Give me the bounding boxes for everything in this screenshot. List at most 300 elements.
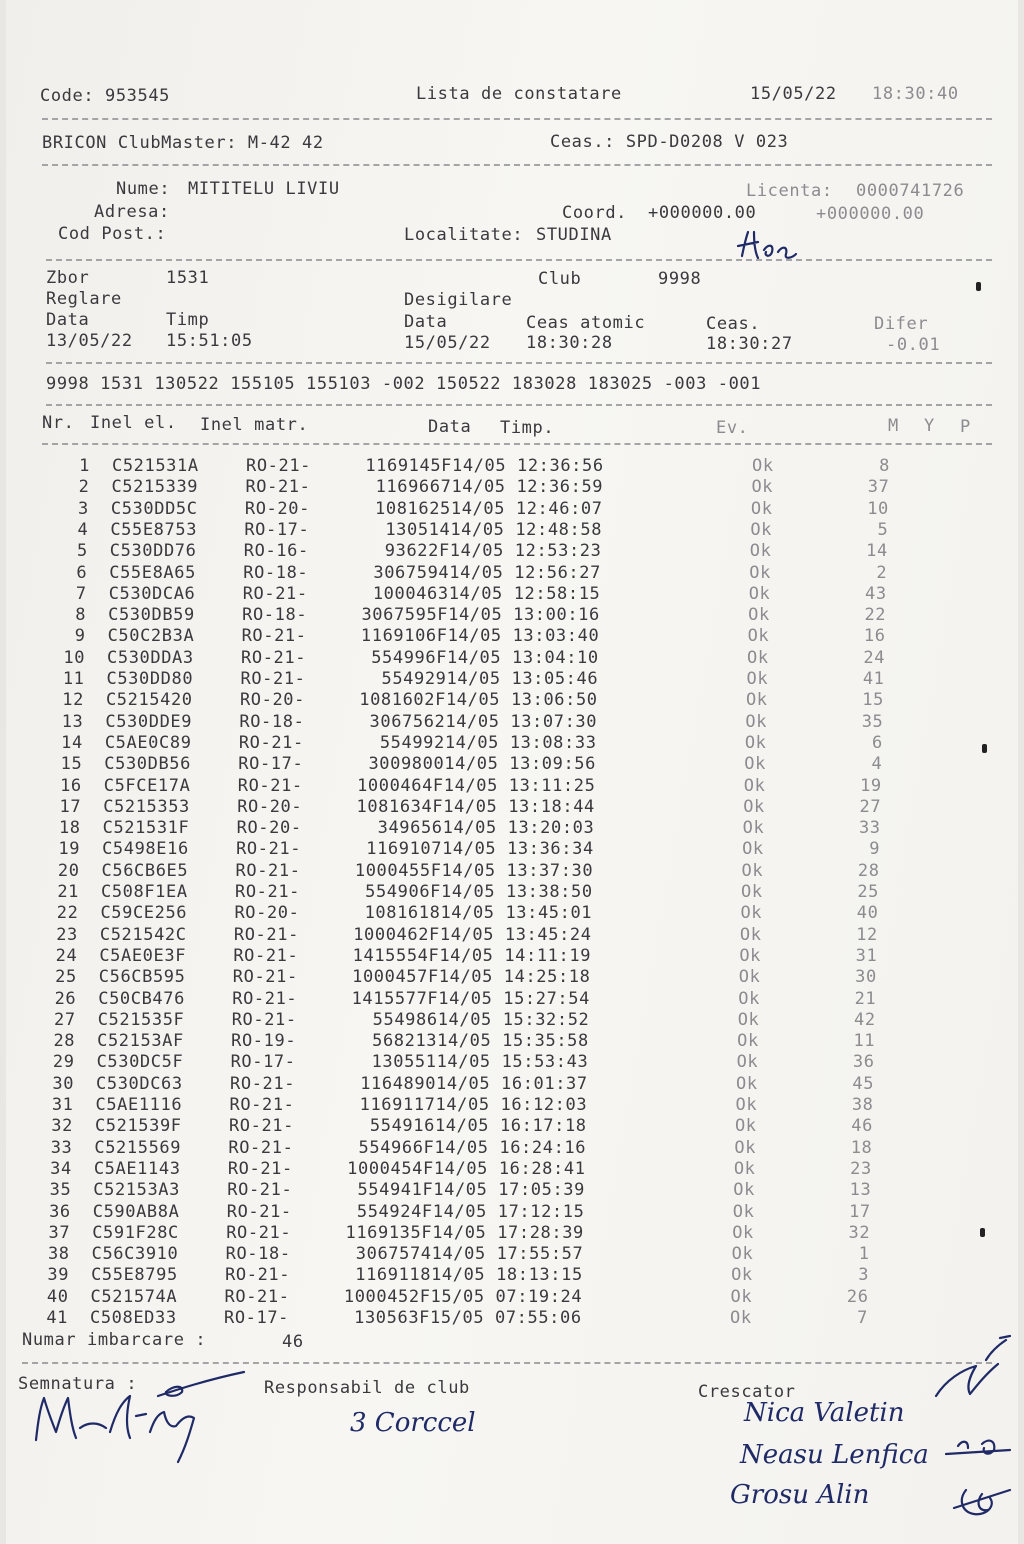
address-label: Adresa: xyxy=(94,202,170,222)
event-status: Ok xyxy=(748,583,771,604)
col-header-inel-matr: Inel matr. xyxy=(200,415,309,435)
electronic-ring: C521542C xyxy=(99,924,187,945)
ring-prefix: RO-17- xyxy=(238,754,304,775)
electronic-ring: C591F28C xyxy=(92,1222,179,1243)
ring-number: 93622F xyxy=(384,541,450,562)
ring-number: 349656 xyxy=(377,818,443,839)
ring-prefix: RO-21- xyxy=(241,647,307,668)
position: 4 xyxy=(871,754,883,775)
system-info: BRICON ClubMaster: M-42 42 xyxy=(42,133,324,153)
table-row xyxy=(46,1223,886,1244)
ring-number: 568213 xyxy=(372,1031,438,1052)
ring-number: 3009800 xyxy=(368,754,445,775)
table-row xyxy=(63,563,903,584)
row-number: 35 xyxy=(49,1180,72,1201)
unseal-date: 15/05/22 xyxy=(404,333,491,353)
position: 46 xyxy=(851,1116,873,1137)
print-speck xyxy=(982,744,987,753)
ring-number: 1169106F xyxy=(360,626,448,647)
arrival-time: 17:12:15 xyxy=(497,1201,585,1222)
arrival-time: 13:18:44 xyxy=(508,796,595,817)
divider xyxy=(46,362,992,364)
name-label: Nume: xyxy=(116,179,171,199)
ring-prefix: RO-16- xyxy=(243,541,309,562)
difference-label: Difer xyxy=(874,314,929,334)
event-status: Ok xyxy=(744,732,767,753)
electronic-ring: C5FCE17A xyxy=(103,775,191,796)
unseal-date-label: Data xyxy=(404,312,448,332)
ring-number: 1081618 xyxy=(364,903,441,924)
ring-prefix: RO-21- xyxy=(226,1201,292,1222)
row-number: 27 xyxy=(54,1009,76,1030)
table-row xyxy=(64,541,904,562)
table-row xyxy=(45,1265,885,1286)
electronic-ring: C530DD76 xyxy=(109,541,197,562)
event-status: Ok xyxy=(737,1031,759,1052)
row-number: 36 xyxy=(49,1201,71,1222)
row-number: 29 xyxy=(52,1052,75,1073)
arrival-date: 14/05 xyxy=(444,732,500,753)
event-status: Ok xyxy=(745,711,768,732)
ring-prefix: RO-21- xyxy=(229,1095,295,1115)
club-responsible-label: Responsabil de club xyxy=(264,1378,470,1398)
arrival-date: 14/05 xyxy=(435,1095,490,1115)
event-status: Ok xyxy=(741,882,763,902)
postal-label: Cod Post.: xyxy=(58,224,167,244)
divider xyxy=(46,404,992,406)
arrival-time: 13:05:46 xyxy=(511,669,599,689)
row-number: 40 xyxy=(46,1286,69,1307)
event-status: Ok xyxy=(743,796,765,817)
position: 32 xyxy=(848,1222,871,1243)
table-row xyxy=(56,861,896,882)
club-responsible-signature: 3 Corccel xyxy=(350,1408,476,1438)
row-number: 39 xyxy=(47,1265,70,1286)
position: 5 xyxy=(877,519,889,540)
ring-prefix: RO-21- xyxy=(245,477,311,498)
event-status: Ok xyxy=(732,1222,754,1243)
table-row xyxy=(54,925,894,946)
col-header-y: Y xyxy=(924,416,935,436)
ring-prefix: RO-21- xyxy=(233,945,299,966)
divider xyxy=(42,118,992,120)
electronic-ring: C56C3910 xyxy=(91,1244,179,1265)
electronic-ring: C530DB56 xyxy=(104,754,191,775)
event-status: Ok xyxy=(737,1009,760,1030)
arrival-date: 14/05 xyxy=(431,1265,486,1286)
position: 45 xyxy=(852,1073,875,1094)
col-header-time: Timp. xyxy=(500,418,555,438)
electronic-ring: C508ED33 xyxy=(90,1308,177,1328)
arrival-date: 14/05 xyxy=(448,583,503,604)
position: 1 xyxy=(858,1244,870,1265)
row-number: 26 xyxy=(54,988,77,1009)
table-row xyxy=(45,1287,885,1308)
locality: STUDINA xyxy=(536,225,612,245)
ring-prefix: RO-17- xyxy=(224,1308,290,1328)
position: 15 xyxy=(862,690,884,711)
ring-number: 1000452F xyxy=(343,1286,431,1307)
atomic-time: 18:30:28 xyxy=(526,333,613,353)
arrival-time: 17:28:39 xyxy=(497,1222,584,1243)
ring-prefix: RO-20- xyxy=(237,796,303,817)
event-status: Ok xyxy=(739,924,762,945)
arrival-date: 14/05 xyxy=(438,967,493,988)
electronic-ring: C530DDA3 xyxy=(107,647,194,668)
ring-prefix: RO-20- xyxy=(239,690,305,711)
event-status: Ok xyxy=(741,860,764,881)
print-speck xyxy=(980,1228,985,1237)
ring-number: 1000464F xyxy=(357,775,444,796)
ring-number: 130514 xyxy=(385,519,451,540)
position: 24 xyxy=(863,647,886,668)
table-row xyxy=(51,1052,891,1073)
position: 9 xyxy=(869,839,881,860)
col-header-m: M xyxy=(888,416,899,436)
electronic-ring: C530DC5F xyxy=(96,1052,184,1073)
ring-number: 554924F xyxy=(356,1201,433,1222)
electronic-ring: C56CB6E5 xyxy=(101,860,189,881)
col-header-inel-el: Inel el. xyxy=(90,413,177,433)
ring-number: 1164890 xyxy=(360,1073,437,1094)
event-status: Ok xyxy=(742,818,765,839)
table-row xyxy=(62,605,902,626)
arrival-time: 12:58:15 xyxy=(513,583,601,604)
electronic-ring: C5AE0E3F xyxy=(99,945,187,966)
arrival-date: 14/05 xyxy=(445,690,501,711)
ring-number: 1081634F xyxy=(356,796,444,817)
table-row xyxy=(50,1095,890,1116)
position: 22 xyxy=(864,605,887,626)
table-row xyxy=(59,712,899,733)
position: 43 xyxy=(865,583,887,604)
arrival-date: 15/05 xyxy=(430,1308,485,1328)
position: 17 xyxy=(849,1201,871,1222)
club-label: Club xyxy=(538,269,582,289)
position: 18 xyxy=(850,1137,873,1158)
electronic-ring: C55E8795 xyxy=(91,1265,178,1286)
event-status: Ok xyxy=(731,1244,754,1265)
event-status: Ok xyxy=(734,1137,757,1158)
ring-prefix: RO-21- xyxy=(235,882,301,902)
ring-number: 3067595F xyxy=(361,605,449,626)
ring-prefix: RO-21- xyxy=(231,1009,297,1030)
coord-x: +000000.00 xyxy=(648,203,757,223)
position: 40 xyxy=(856,903,879,924)
row-number: 28 xyxy=(53,1031,76,1052)
arrival-date: 14/05 xyxy=(433,1180,488,1201)
row-number: 34 xyxy=(50,1158,72,1179)
electronic-ring: C5215353 xyxy=(103,796,190,817)
ring-prefix: RO-21- xyxy=(235,860,301,881)
position: 10 xyxy=(867,498,889,519)
boarding-count: 46 xyxy=(282,1332,304,1352)
arrival-time: 13:45:24 xyxy=(504,924,592,945)
breeder-label: Crescator xyxy=(698,1382,796,1402)
table-row xyxy=(53,967,893,988)
arrival-date: 14/05 xyxy=(439,924,495,945)
arrival-date: 14/05 xyxy=(434,1137,489,1158)
arrival-time: 13:11:25 xyxy=(508,775,596,796)
table-row xyxy=(53,946,893,967)
table-row xyxy=(44,1308,884,1329)
ring-number: 1415577F xyxy=(351,988,439,1009)
arrival-date: 14/05 xyxy=(432,1201,487,1222)
arrival-time: 13:20:03 xyxy=(507,818,595,839)
electronic-ring: C590AB8A xyxy=(92,1201,180,1222)
row-number: 25 xyxy=(55,967,77,988)
arrival-time: 14:11:19 xyxy=(504,945,592,966)
electronic-ring: C521531F xyxy=(102,818,190,839)
position: 27 xyxy=(859,796,882,817)
electronic-ring: C530DCA6 xyxy=(108,583,196,604)
event-status: Ok xyxy=(752,456,774,476)
breeder-signature-1: Nica Valetin xyxy=(744,1398,905,1428)
club-number: 9998 xyxy=(658,269,702,289)
divider xyxy=(42,443,992,445)
position: 25 xyxy=(857,882,879,902)
arrival-date: 14/05 xyxy=(450,519,505,540)
table-row xyxy=(55,882,895,903)
row-number: 23 xyxy=(56,924,78,945)
flight-label: Zbor xyxy=(46,268,90,288)
arrival-time: 15:35:58 xyxy=(502,1031,589,1052)
row-number: 38 xyxy=(47,1244,70,1265)
electronic-ring: C5AE0C89 xyxy=(104,732,192,753)
boarding-label: Numar imbarcare : xyxy=(22,1330,207,1350)
divider xyxy=(46,259,992,261)
row-number: 6 xyxy=(76,562,88,583)
position: 26 xyxy=(846,1286,869,1307)
table-row xyxy=(56,839,896,860)
difference-value: -0.01 xyxy=(886,335,941,355)
table-row xyxy=(54,903,894,924)
ring-number: 554916 xyxy=(369,1116,435,1137)
ring-prefix: RO-21- xyxy=(240,669,306,689)
ring-prefix: RO-21- xyxy=(227,1158,293,1179)
arrival-date: 14/05 xyxy=(443,775,498,796)
license-number: 0000741726 xyxy=(856,181,965,201)
ring-number: 1000457F xyxy=(352,967,439,988)
ring-number: 3067594 xyxy=(373,562,450,583)
arrival-time: 15:32:52 xyxy=(502,1009,590,1030)
ring-number: 554929 xyxy=(381,669,447,689)
row-number: 37 xyxy=(48,1222,71,1243)
ring-prefix: RO-21- xyxy=(227,1180,293,1201)
table-row xyxy=(47,1180,887,1201)
ring-prefix: RO-21- xyxy=(236,839,302,860)
setting-label: Reglare xyxy=(46,289,122,309)
arrival-date: 14/05 xyxy=(438,988,493,1009)
arrival-date: 14/05 xyxy=(446,669,501,689)
electronic-ring: C55E8A65 xyxy=(109,562,196,583)
ring-number: 1169107 xyxy=(366,839,443,860)
arrival-time: 13:03:40 xyxy=(512,626,600,647)
arrival-date: 14/05 xyxy=(447,626,502,647)
col-header-nr: Nr. xyxy=(42,413,75,433)
atomic-clock-label: Ceas atomic xyxy=(526,313,646,333)
arrival-date: 14/05 xyxy=(436,1052,491,1073)
position: 11 xyxy=(853,1031,876,1052)
breeder-signature-3: Grosu Alin xyxy=(730,1480,870,1510)
ring-number: 1000462F xyxy=(353,924,440,945)
position: 2 xyxy=(876,562,888,583)
arrival-time: 15:53:43 xyxy=(501,1052,589,1073)
table-row xyxy=(57,818,897,839)
row-number: 41 xyxy=(46,1308,68,1328)
table-row xyxy=(65,499,905,520)
electronic-ring: C521531A xyxy=(112,456,199,476)
position: 37 xyxy=(867,477,890,498)
table-row xyxy=(48,1159,888,1180)
arrival-date: 14/05 xyxy=(443,796,498,817)
ring-number: 554941F xyxy=(357,1180,434,1201)
table-row xyxy=(52,1010,892,1031)
ring-prefix: RO-21- xyxy=(224,1286,290,1307)
ring-prefix: RO-21- xyxy=(228,1137,294,1158)
ring-number: 130563F xyxy=(354,1308,430,1328)
table-row xyxy=(64,520,904,541)
table-row xyxy=(66,456,906,477)
ring-number: 3067574 xyxy=(355,1244,432,1265)
electronic-ring: C508F1EA xyxy=(101,882,188,902)
row-number: 30 xyxy=(52,1073,75,1094)
ring-number: 1000463 xyxy=(372,583,449,604)
ring-prefix: RO-21- xyxy=(233,924,299,945)
position: 28 xyxy=(857,860,880,881)
clock-info: Ceas.: SPD-D0208 V 023 xyxy=(550,132,789,152)
row-number: 33 xyxy=(50,1137,73,1158)
position: 8 xyxy=(879,456,890,476)
divider xyxy=(42,164,992,166)
table-row xyxy=(51,1031,891,1052)
encoded-summary: 9998 1531 130522 155105 155103 -002 150522 183028 183025 -003 -001 xyxy=(46,374,762,394)
arrival-time: 13:09:56 xyxy=(509,754,596,775)
arrival-time: 16:01:37 xyxy=(501,1073,588,1094)
table-row xyxy=(47,1202,887,1223)
arrival-date: 14/05 xyxy=(437,1031,492,1052)
electronic-ring: C530DB59 xyxy=(108,605,195,626)
print-date: 15/05/22 xyxy=(750,84,837,104)
table-row xyxy=(52,989,892,1010)
document-title: Lista de constatare xyxy=(416,84,622,104)
row-number: 15 xyxy=(60,754,83,775)
arrival-date: 15/05 xyxy=(430,1286,485,1307)
col-header-data: Data xyxy=(428,417,472,437)
ring-prefix: RO-21- xyxy=(228,1116,294,1137)
position: 41 xyxy=(862,669,885,689)
position: 35 xyxy=(861,711,884,732)
arrival-date: 14/05 xyxy=(445,711,500,732)
arrival-time: 16:17:18 xyxy=(499,1116,587,1137)
owner-signature xyxy=(26,1362,266,1472)
setting-date-label: Data xyxy=(46,310,90,330)
electronic-ring: C521535F xyxy=(97,1009,185,1030)
event-status: Ok xyxy=(738,988,760,1009)
signature-label: Semnatura : xyxy=(18,1374,138,1394)
event-status: Ok xyxy=(747,626,770,647)
table-row xyxy=(48,1138,888,1159)
arrival-time: 18:13:15 xyxy=(496,1265,583,1286)
ring-prefix: RO-17- xyxy=(230,1052,296,1073)
row-number: 11 xyxy=(62,669,85,689)
electronic-ring: C530DC63 xyxy=(96,1073,183,1094)
electronic-ring: C52153A3 xyxy=(93,1180,180,1201)
license-label: Licenta: xyxy=(746,181,833,201)
arrival-time: 13:36:34 xyxy=(507,839,594,860)
ring-prefix: RO-18- xyxy=(239,711,305,732)
arrival-time: 17:05:39 xyxy=(498,1180,585,1201)
ring-prefix: RO-21- xyxy=(238,732,304,753)
electronic-ring: C55E8753 xyxy=(110,519,198,540)
arrival-time: 15:27:54 xyxy=(503,988,590,1009)
ring-number: 3067562 xyxy=(369,711,446,732)
arrival-date: 14/05 xyxy=(450,498,506,519)
electronic-ring: C530DD80 xyxy=(106,669,194,689)
event-status: Ok xyxy=(742,839,764,860)
ring-prefix: RO-18- xyxy=(225,1244,291,1265)
table-row xyxy=(57,797,897,818)
event-status: Ok xyxy=(731,1265,753,1286)
electronic-ring: C5215569 xyxy=(94,1137,182,1158)
position: 19 xyxy=(860,775,882,796)
ring-prefix: RO-21- xyxy=(237,775,303,796)
ring-prefix: RO-20- xyxy=(234,903,300,924)
arrival-time: 13:45:01 xyxy=(505,903,593,924)
row-number: 7 xyxy=(75,583,87,604)
ring-number: 1000455F xyxy=(354,860,442,881)
arrival-date: 14/05 xyxy=(436,1073,491,1094)
ring-number: 554996F xyxy=(371,647,448,668)
setting-time-label: Timp xyxy=(166,310,210,330)
electronic-ring: C50C2B3A xyxy=(107,626,195,647)
electronic-ring: C5215420 xyxy=(105,690,193,711)
table-row xyxy=(59,733,899,754)
ring-number: 1169118 xyxy=(355,1265,432,1286)
arrival-date: 14/05 xyxy=(439,945,494,966)
arrival-time: 13:06:50 xyxy=(510,690,598,711)
row-number: 22 xyxy=(56,903,79,924)
ring-number: 1169145F xyxy=(365,456,452,476)
row-number: 5 xyxy=(76,541,88,562)
position: 21 xyxy=(854,988,877,1009)
electronic-ring: C50CB476 xyxy=(98,988,185,1009)
event-status: Ok xyxy=(739,945,762,966)
position: 38 xyxy=(851,1095,874,1115)
row-number: 17 xyxy=(59,796,82,817)
row-number: 31 xyxy=(51,1095,74,1115)
arrival-date: 14/05 xyxy=(441,860,496,881)
electronic-ring: C530DDE9 xyxy=(105,711,193,732)
ring-number: 1000454F xyxy=(347,1158,434,1179)
event-status: Ok xyxy=(749,541,772,562)
row-number: 20 xyxy=(57,860,80,881)
electronic-ring: C5AE1143 xyxy=(93,1158,181,1179)
event-status: Ok xyxy=(738,967,761,988)
position: 16 xyxy=(863,626,886,647)
ring-number: 554992 xyxy=(379,732,445,753)
row-number: 12 xyxy=(62,690,84,711)
ring-prefix: RO-18- xyxy=(242,605,308,626)
position: 13 xyxy=(849,1180,872,1201)
code-label: Code: 953545 xyxy=(40,86,171,106)
position: 14 xyxy=(866,541,888,562)
arrival-time: 12:48:58 xyxy=(515,519,603,540)
position: 33 xyxy=(858,818,881,839)
arrival-time: 16:24:16 xyxy=(499,1137,587,1158)
event-status: Ok xyxy=(730,1308,752,1328)
arrival-date: 14/05 xyxy=(444,754,499,775)
